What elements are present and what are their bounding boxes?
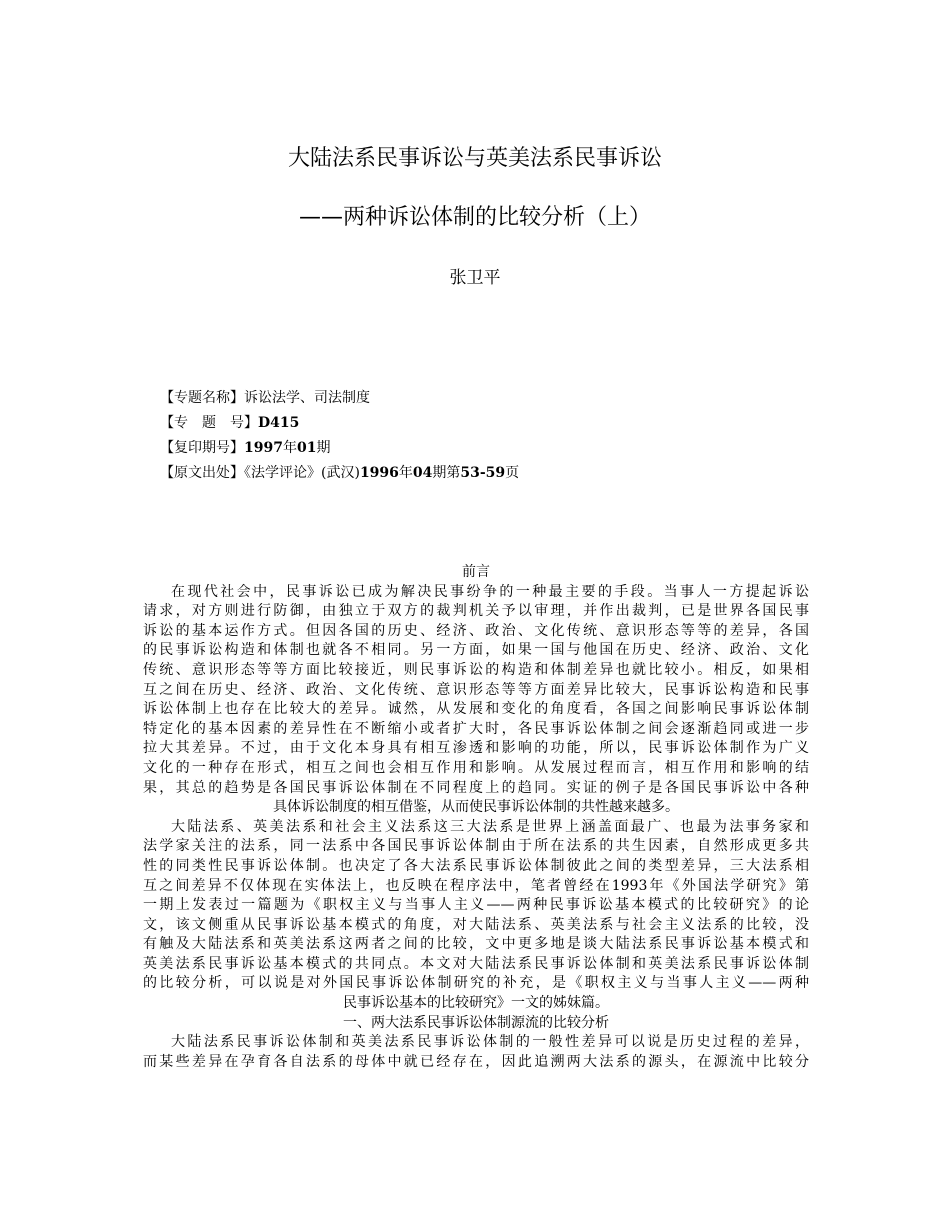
body-line: 民事诉讼基本的比较研究》一文的姊妹篇。 (343, 995, 609, 1012)
body-line: 在现代社会中，民事诉讼已成为解决民事纷争的一种最主要的手段。当事人一方提起诉讼 (171, 583, 809, 600)
body-line: 法学家关注的法系，同一法系中各国民事诉讼体制由于所在法系的共生因素，自然形成更多共 (143, 838, 809, 855)
body-line: 性的同类性民事诉讼体制。也决定了各大法系民事诉讼体制彼此之间的类型差异，三大法系相 (143, 857, 809, 874)
meta-source-pages-suffix: 页 (505, 465, 520, 481)
meta-issue-year-suffix: 年 (282, 440, 297, 456)
meta-issue-label: 【复印期号】 (160, 440, 244, 456)
article-body (143, 563, 809, 1072)
meta-topic-label: 【专题名称】 (160, 390, 244, 406)
body-line: 有触及大陆法系和英美法系这两者之间的比较，文中更多地是谈大陆法系民事诉讼基本模式和 (143, 936, 809, 953)
section-heading: 一、两大法系民事诉讼体制源流的比较分析 (343, 1014, 609, 1031)
meta-code-label: 【专 题 号】 (160, 415, 258, 431)
body-line: 文，该文侧重从民事诉讼基本模式的角度，对大陆法系、英美法系与社会主义法系的比较，没 (143, 916, 809, 933)
meta-source-journal: 《法学评论》(武汉) (244, 465, 360, 481)
body-line: 而某些差异在孕育各自法系的母体中就已经存在，因此追溯两大法系的源头，在源流中比较分 (143, 1053, 809, 1070)
body-line: 具体诉讼制度的相互借鉴，从而使民事诉讼体制的共性越来越多。 (273, 799, 679, 816)
body-line: 诉讼的基本运作方式。但因各国的历史、经济、政治、文化传统、意识形态等等的差异，各国 (143, 622, 809, 639)
meta-issue-year: 1997 (244, 440, 283, 456)
body-line: 拉大其差异。不过，由于文化本身具有相互渗透和影响的功能，所以，民事诉讼体制作为广义 (143, 740, 809, 757)
body-line: 一期上发表过一篇题为《职权主义与当事人主义——两种民事诉讼基本模式的比较研究》的论 (143, 897, 809, 914)
document-subtitle: ——两种诉讼体制的比较分析（上） (298, 205, 651, 230)
meta-source-no: 04 (412, 465, 433, 481)
body-line: 的比较分析，可以说是对外国民事诉讼体制研究的补充，是《职权主义与当事人主义——两种 (143, 975, 809, 992)
meta-issue-no: 01 (296, 440, 317, 456)
meta-issue-row (160, 436, 519, 461)
preface-heading: 前言 (462, 564, 490, 580)
body-line: 大陆法系、英美法系和社会主义法系这三大法系是世界上涵盖面最广、也最为法事务家和 (171, 818, 809, 835)
meta-code-value: D415 (258, 415, 300, 431)
meta-source-pages: 53-59 (460, 465, 506, 481)
document-title: 大陆法系民事诉讼与英美法系民事诉讼 (287, 146, 662, 171)
body-line: 大陆法系民事诉讼体制和英美法系民事诉讼体制的一般性差异可以说是历史过程的差异， (171, 1034, 809, 1051)
body-line: 传统、意识形态等等方面比较接近，则民事诉讼的构造和体制差异也就比较小。相反，如果相 (143, 661, 809, 678)
body-line: 的民事诉讼构造和体制也就各不相同。另一方面，如果一国与他国在历史、经济、政治、文化 (143, 642, 809, 659)
body-line: 诉讼体制上也存在比较大的差异。诚然，从发展和变化的角度看，各国之间影响民事诉讼体制 (143, 701, 809, 718)
body-line: 英美法系民事诉讼基本模式的共同点。本文对大陆法系民事诉讼体制和英美法系民事诉讼体制 (143, 955, 809, 972)
meta-code-row (160, 411, 519, 436)
body-line: 请求，对方则进行防御，由独立于双方的裁判机关予以审理，并作出裁判，已是世界各国民事 (143, 603, 809, 620)
body-line: 互之间在历史、经济、政治、文化传统、意识形态等等方面差异比较大，民事诉讼构造和民事 (143, 681, 809, 698)
meta-source-label: 【原文出处】 (160, 465, 244, 481)
body-line: 文化的一种存在形式，相互之间也会相互作用和影响。从发展过程而言，相互作用和影响的结 (143, 759, 809, 776)
metadata-block (160, 386, 519, 486)
meta-source-row (160, 461, 519, 486)
body-line: 果，其总的趋势是各国民事诉讼体制在不同程度上的趋同。实证的例子是各国民事诉讼中各种 (143, 779, 809, 796)
meta-source-year-suffix: 年 (398, 465, 413, 481)
meta-topic-row (160, 386, 519, 411)
body-line: 特定化的基本因素的差异性在不断缩小或者扩大时，各民事诉讼体制之间会逐渐趋同或进一步 (143, 720, 809, 737)
meta-topic-value: 诉讼法学、司法制度 (244, 390, 370, 406)
author-name: 张卫平 (449, 268, 501, 288)
body-line: 互之间差异不仅体现在实体法上，也反映在程序法中，笔者曾经在1993年《外国法学研究》第 (143, 877, 809, 894)
meta-source-no-suffix: 期第 (432, 465, 461, 481)
meta-source-year: 1996 (359, 465, 399, 481)
meta-issue-no-suffix: 期 (316, 440, 331, 456)
